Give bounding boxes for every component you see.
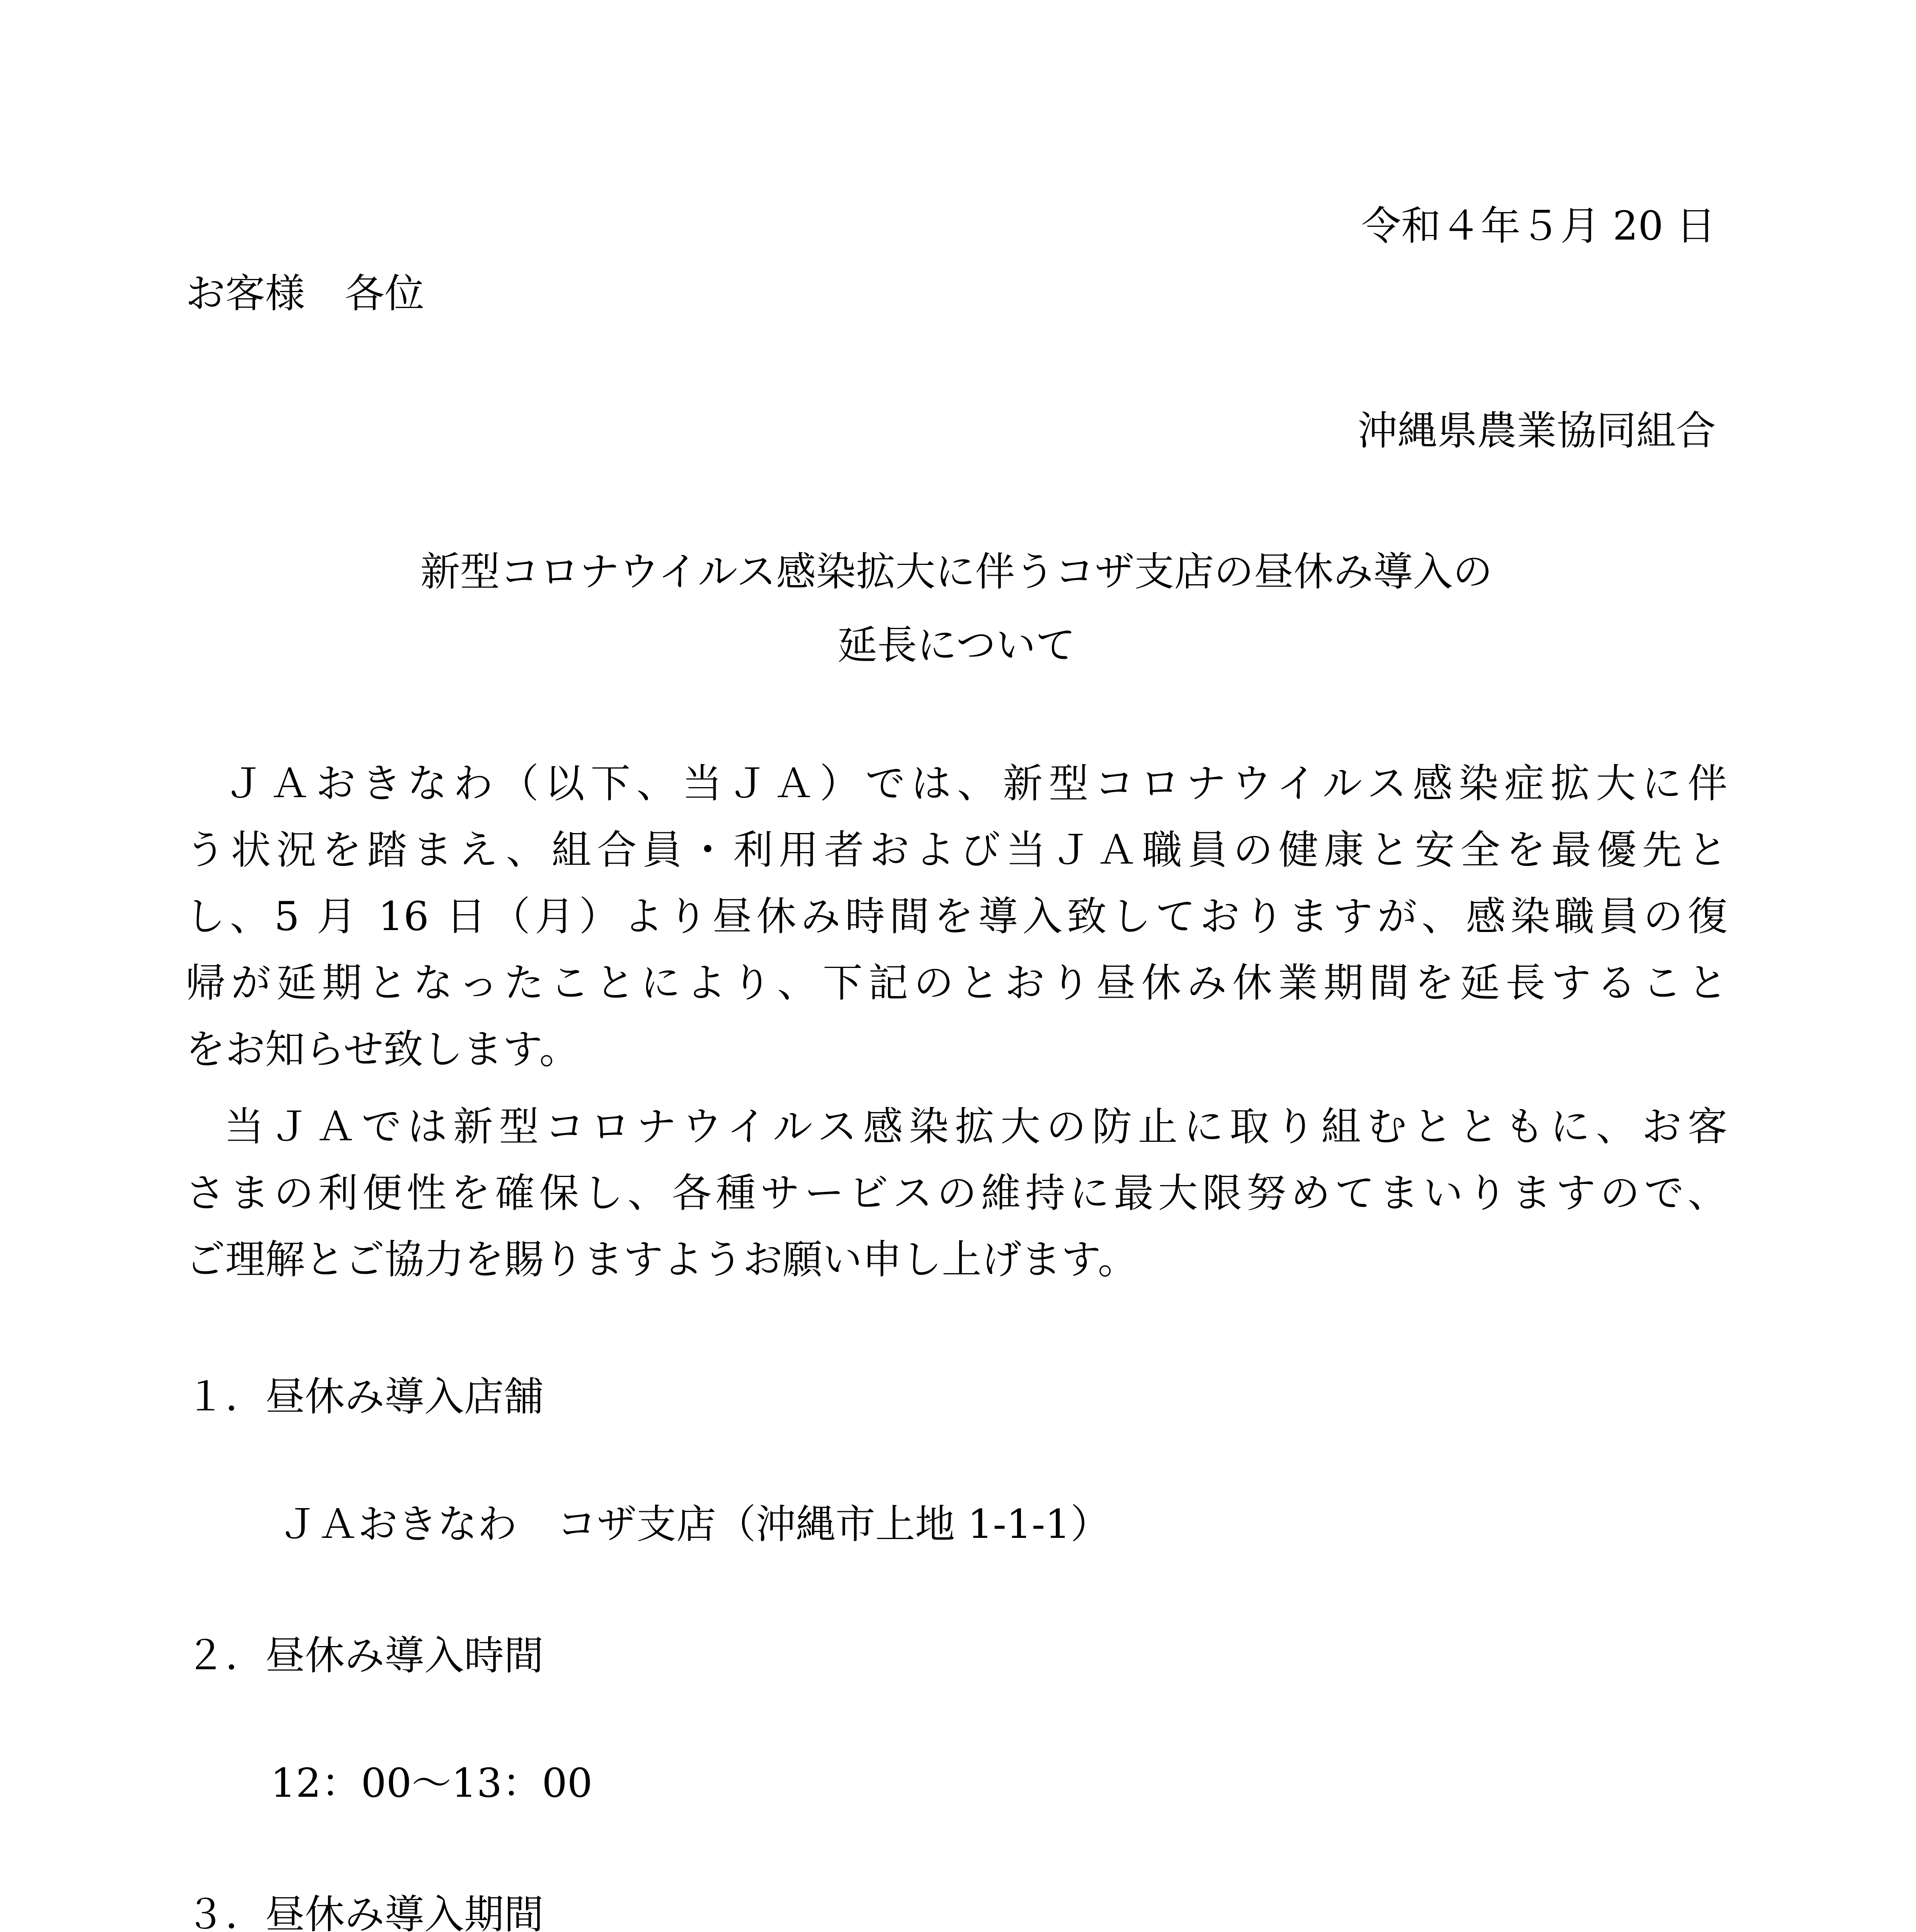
notice-title-line-2: 延長について — [837, 622, 1075, 668]
paragraph-line: う状況を踏まえ、組合員・利用者および当ＪＡ職員の健康と安全を最優先と — [185, 827, 1727, 873]
paragraph-line: ご理解とご協力を賜りますようお願い申し上げます。 — [185, 1236, 1138, 1283]
paragraph-line: し、5 月 16 日（月）より昼休み時間を導入致しておりますが、感染職員の復 — [185, 893, 1727, 940]
notice-title-line-1: 新型コロナウイルス感染拡大に伴うコザ支店の昼休み導入の — [420, 549, 1493, 595]
paragraph-line: ＪＡおきなわ（以下、当ＪＡ）では、新型コロナウイルス感染症拡大に伴 — [224, 760, 1727, 807]
paragraph-line: 当ＪＡでは新型コロナウイルス感染拡大の防止に取り組むとともに、お客 — [224, 1104, 1727, 1150]
section-content: ＪＡおきなわ コザ支店（沖縄市上地 1-1-1） — [278, 1501, 1110, 1548]
section-content: 12：00～13：00 — [271, 1760, 593, 1806]
section-heading: １．昼休み導入店舗 — [185, 1374, 544, 1420]
section-heading: ２．昼休み導入時間 — [185, 1633, 544, 1679]
paragraph-line: さまの利便性を確保し、各種サービスの維持に最大限努めてまいりますので、 — [185, 1170, 1727, 1216]
paragraph-line: 帰が延期となったことにより、下記のとおり昼休み休業期間を延長すること — [185, 960, 1727, 1006]
section-heading: ３．昼休み導入期間 — [185, 1891, 544, 1932]
document-date: 令和４年５月 20 日 — [1361, 203, 1716, 249]
paragraph-line: をお知らせ致します。 — [185, 1026, 579, 1073]
sender-organization: 沖縄県農業協同組合 — [1358, 408, 1716, 454]
recipient-line: お客様 各位 — [185, 270, 424, 317]
